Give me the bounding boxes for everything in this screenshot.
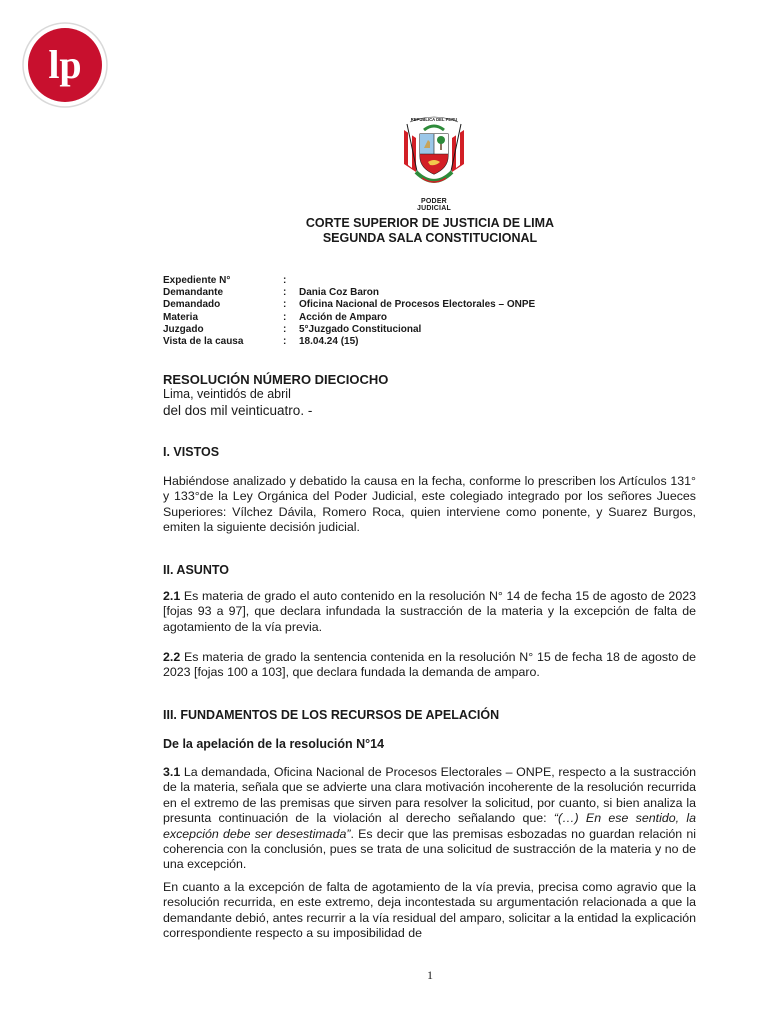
paragraph-number: 2.2 — [163, 650, 181, 664]
paragraph-text: Es materia de grado el auto contenido en la resolución N° 14 de fecha 15 de agosto de 2023 [fojas 93 a 97], que declara infundada la sustracción de la materia y la excepción de falta de agotamiento de la vía previa. — [163, 589, 696, 634]
case-detail-value: Dania Coz Baron — [299, 287, 380, 299]
chamber-name: SEGUNDA SALA CONSTITUCIONAL — [322, 231, 538, 245]
case-detail-row — [163, 324, 599, 336]
fundamentos-paragraph: En cuanto a la excepción de falta de agotamiento de la vía previa, precisa como agravio que la resolución recurrida, en este extremo, deja incontestada su argumentación relacionada a que la demandante debió, antes recurrir a la vía residual del amparo, solicitar a la entidad la explicación correspondiente respecto a su imposibilidad de — [163, 880, 696, 941]
case-detail-value: Oficina Nacional de Procesos Electorales – ONPE — [299, 299, 536, 311]
vistos-paragraph: Habiéndose analizado y debatido la causa en la fecha, conforme lo prescriben los Artículos 131° y 133°de la Ley Orgánica del Poder Judicial, este colegiado integrado por los señores Jueces Superiores: Vílchez Dávila, Romero Roca, quien interviene como ponente, y Suarez Burgos, emiten la siguiente decisión judicial. — [163, 474, 696, 535]
case-detail-label: Materia — [163, 311, 199, 323]
resolution-date-line: Lima, veintidós de abril — [163, 387, 291, 401]
paragraph-number: 2.1 — [163, 589, 181, 603]
lp-logo-text: lp — [48, 42, 82, 87]
case-detail-value: Acción de Amparo — [299, 311, 387, 323]
case-detail-separator: : — [283, 311, 287, 323]
case-detail-label: Juzgado — [163, 323, 204, 335]
section-heading-asunto: II. ASUNTO — [163, 563, 229, 577]
coat-of-arms-emblem — [398, 112, 470, 196]
asunto-paragraph-2-1 — [163, 589, 696, 635]
case-detail-row — [163, 287, 599, 299]
resolution-header — [163, 372, 703, 418]
case-detail-row — [163, 275, 599, 287]
crest-caption: PODER JUDICIAL — [417, 198, 451, 212]
case-detail-separator: : — [283, 336, 287, 348]
case-detail-row — [163, 299, 599, 311]
case-detail-label: Expediente N° — [163, 275, 231, 286]
resolution-title: RESOLUCIÓN NÚMERO DIECIOCHO — [163, 372, 389, 387]
paragraph-text: Es materia de grado la sentencia contenida en la resolución N° 15 de fecha 18 de agosto de 2023 [fojas 100 a 103], que declara fundada la demanda de amparo. — [163, 650, 696, 680]
quoted-text: “(…) En ese sentido, la excepción debe ser desestimada” — [163, 811, 697, 841]
case-detail-separator: : — [283, 275, 287, 286]
page-number: 1 — [427, 968, 433, 982]
paragraph-number: 3.1 — [163, 765, 181, 779]
case-details — [163, 275, 599, 348]
svg-text:REPUBLICA DEL PERU: REPUBLICA DEL PERU — [410, 117, 458, 122]
case-detail-value: 18.04.24 (15) — [299, 336, 359, 348]
court-name: CORTE SUPERIOR DE JUSTICIA DE LIMA — [305, 216, 555, 230]
case-detail-label: Demandante — [163, 287, 224, 299]
case-detail-row — [163, 312, 599, 324]
case-detail-separator: : — [283, 287, 287, 299]
subsection-heading: De la apelación de la resolución N°14 — [163, 737, 385, 751]
case-detail-label: Demandado — [163, 299, 221, 311]
lp-logo — [22, 22, 108, 108]
fundamentos-paragraph-3-1 — [163, 765, 696, 873]
case-detail-row — [163, 336, 599, 348]
paragraph-text: . Es decir que las premisas esbozadas no guardan relación ni coherencia con la conclusión, pues se trata de una solicitud de sustracción de la materia y no de una excepción. — [163, 826, 696, 872]
paragraph-text: La demandada, Oficina Nacional de Procesos Electorales – ONPE, respecto a la sustracción de la materia, señala que se advierte una clara motivación incoherente de la resolución recurrida en el extremo de las premisas que sirven para resolver la solicitud, por cuanto, si bien analiza la presunta continuación de la violación al derecho señalando que: — [163, 765, 696, 826]
case-detail-value — [299, 275, 599, 287]
court-heading — [200, 216, 660, 246]
case-detail-label: Vista de la causa — [163, 336, 244, 348]
section-heading-vistos: I. VISTOS — [163, 445, 220, 459]
case-detail-separator: : — [283, 323, 287, 335]
case-detail-value: 5°Juzgado Constitucional — [299, 323, 422, 335]
case-detail-separator: : — [283, 299, 287, 311]
resolution-date-line: del dos mil veinticuatro. - — [163, 403, 313, 418]
asunto-paragraph-2-2 — [163, 650, 696, 681]
section-heading-fundamentos: III. FUNDAMENTOS DE LOS RECURSOS DE APELACIÓN — [163, 708, 500, 722]
